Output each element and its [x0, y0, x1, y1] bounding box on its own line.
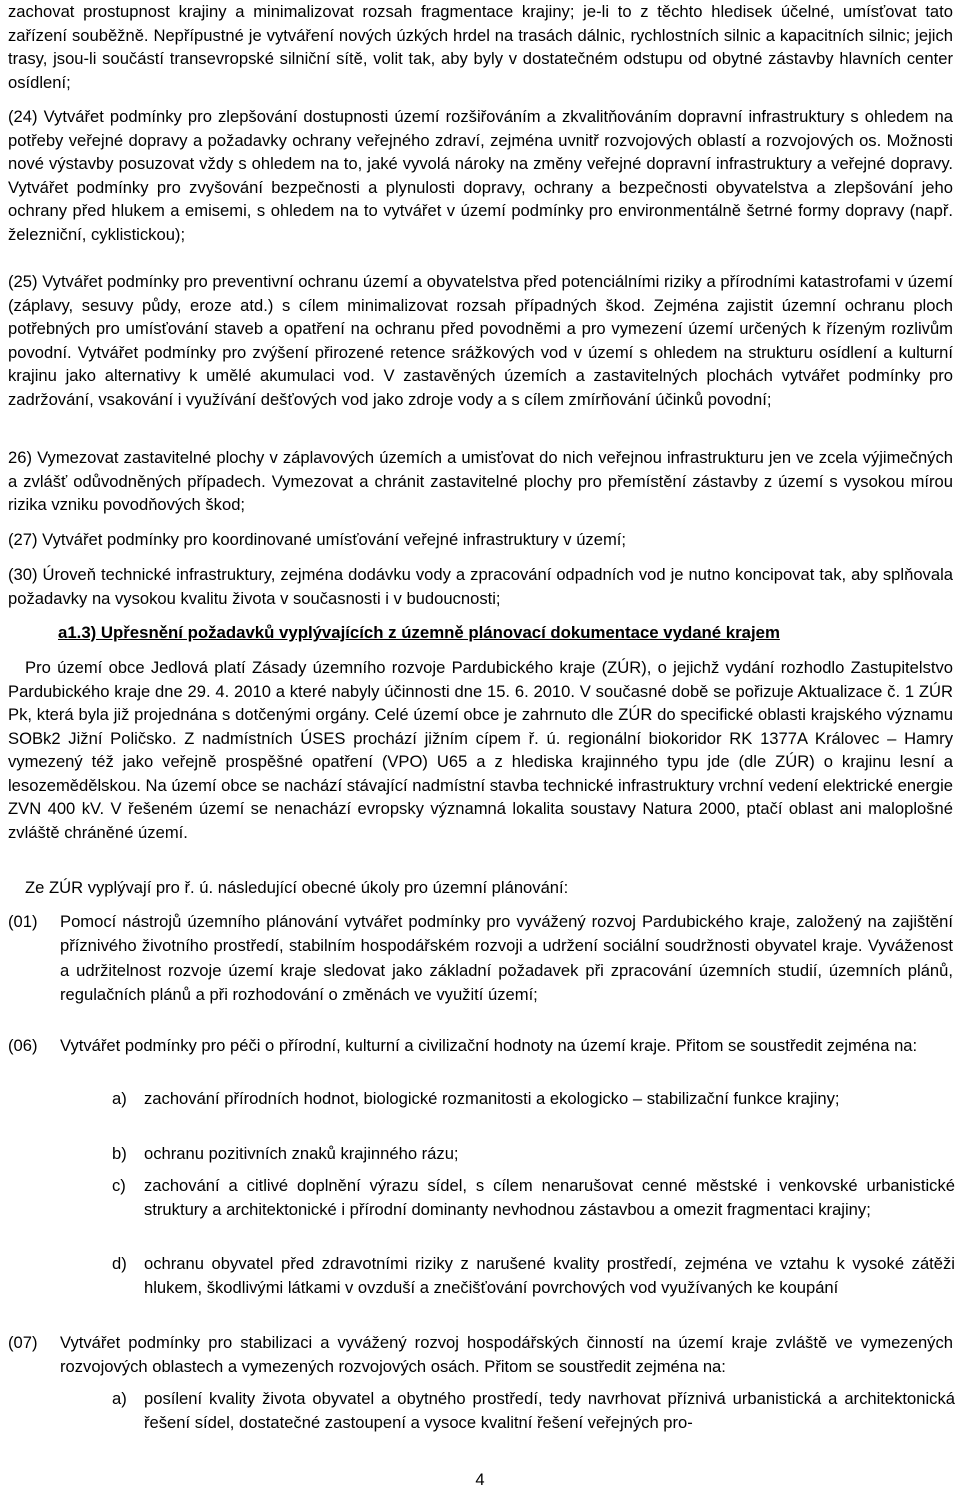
- section-heading: a1.3) Upřesnění požadavků vyplývajících z územně plánovací dokumentace vydané krajem: [58, 623, 780, 642]
- paragraph-27: (27) Vytvářet podmínky pro koordinované umísťování veřejné infrastruktury v území;: [8, 530, 627, 549]
- subitem-text: zachování a citlivé doplnění výrazu sídel, s cílem nenarušovat cenné městské i venkovské urbanistické struktury a architektonické i přírodní dominanty nevhodnou zástavbou a omezit fragmentaci krajiny;: [144, 1176, 955, 1220]
- subitem-text: zachování přírodních hodnot, biologické rozmanitosti a ekologicko – stabilizační funkce krajiny;: [144, 1089, 840, 1108]
- subitem-06-c: [112, 1174, 955, 1223]
- subitem-text: ochranu pozitivních znaků krajinného rázu;: [144, 1144, 459, 1163]
- task-text: Vytvářet podmínky pro stabilizaci a vyvážený rozvoj hospodářských činností na území kraje zvláště ve vymezených rozvojových oblastech a vymezených rozvojových osách. Přitom se soustředit zejména na:: [60, 1333, 953, 1377]
- task-item-01: [8, 910, 953, 1007]
- task-text: Vytvářet podmínky pro péči o přírodní, kulturní a civilizační hodnoty na území kraje. Přitom se soustředit zejména na:: [60, 1036, 918, 1055]
- task-number: (06): [8, 1036, 38, 1055]
- subitem-text: ochranu obyvatel před zdravotními riziky z narušené kvality prostředí, zejména ve vztahu k vysoké zátěži hlukem, škodlivými látkami v ovzduší a znečišťování povrchových vod využívaných ke koupání: [144, 1254, 955, 1298]
- task-item-06: [8, 1034, 953, 1058]
- subitem-06-a: [112, 1087, 955, 1111]
- intro-paragraph: zachovat prostupnost krajiny a minimalizovat rozsah fragmentace krajiny; je-li to z těchto hledisek účelné, umísťovat tato zařízení souběžně. Nepřípustné je vytváření nových úzkých hrdel na trasách dálnic, rychlostních silnic a kapacitních silnic; jejich trasy, jsou-li součástí transevropské silniční sítě, volit tak, aby byly v dostatečném odstupu od obytné zástavby hlavních center osídlení;: [8, 2, 953, 92]
- subitem-letter: a): [112, 1089, 127, 1108]
- subitem-letter: b): [112, 1144, 127, 1163]
- subitem-07-a: [112, 1387, 955, 1436]
- subitem-text: posílení kvality života obyvatel a obytného prostředí, tedy navrhovat příznivá urbanistická a architektonická řešení sídel, dostatečné zastoupení a vysoce kvalitní řešení veřejných pro-: [144, 1389, 955, 1433]
- paragraph-24: (24) Vytvářet podmínky pro zlepšování dostupnosti území rozšiřováním a zkvalitňováním dopravní infrastruktury s ohledem na potřeby veřejné dopravy a požadavky ochrany veřejného zdraví, zejména uvnitř rozvojových oblastí a rozvojových os. Možnosti nové výstavby posuzovat vždy s ohledem na to, jaké vyvolá nároky na změny veřejné dopravní infrastruktury a veřejné dopravy. Vytvářet podmínky pro zvyšování bezpečnosti a plynulosti dopravy, ochrany a bezpečnosti obyvatelstva a zlepšování jeho ochrany před hlukem a emisemi, s ohledem na to vytvářet v území podmínky pro environmentálně šetrné formy dopravy (např. železniční, cyklistickou);: [8, 107, 953, 244]
- task-number: (07): [8, 1333, 38, 1352]
- subitem-letter: a): [112, 1389, 127, 1408]
- subitem-06-b: [112, 1142, 955, 1166]
- task-text: Pomocí nástrojů územního plánování vytvářet podmínky pro vyvážený rozvoj Pardubického kraje, založený na zajištění příznivého životního prostředí, stabilním hospodářském rozvoji a udržení sociální soudržnosti obyvatel kraje. Vyváženost a udržitelnost rozvoje území kraje sledovat jako základní požadavek při zpracování územních studií, územních plánů, regulačních plánů a při rozhodování o změnách ve využití území;: [60, 912, 953, 1004]
- page-number: 4: [475, 1470, 485, 1489]
- paragraph-26: 26) Vymezovat zastavitelné plochy v záplavových územích a umisťovat do nich veřejnou infrastrukturu jen ve zcela výjimečných a zvlášť odůvodněných případech. Vymezovat a chránit zastavitelné plochy pro přemístění zástavby z území s vysokou mírou rizika vzniku povodňových škod;: [8, 448, 953, 514]
- paragraph-30: (30) Úroveň technické infrastruktury, zejména dodávku vody a zpracování odpadních vod je nutno koncipovat tak, aby splňovala požadavky na vysokou kvalitu života v současnosti i v budoucnosti;: [8, 565, 953, 608]
- task-item-07: [8, 1331, 953, 1380]
- paragraph-25: (25) Vytvářet podmínky pro preventivní ochranu území a obyvatelstva před potenciálními riziky a přírodními katastrofami v území (záplavy, sesuvy půdy, eroze atd.) s cílem minimalizovat rozsah případných škod. Zejména zajistit územní ochranu ploch potřebných pro umísťování staveb a opatření na ochranu před povodněmi a pro vymezení území určených k řízeným rozlivům povodní. Vytvářet podmínky pro zvýšení přirozené retence srážkových vod v území s ohledem na strukturu osídlení a kulturní krajinu jako alternativy k umělé akumulaci vod. V zastavěných územích a zastavitelných plochách vytvářet podmínky pro zadržování, vsakování i využívání dešťových vod jako zdroje vody a s cílem zmírňování účinků povodní;: [8, 272, 953, 409]
- zur-paragraph: Pro území obce Jedlová platí Zásady územního rozvoje Pardubického kraje (ZÚR), o jejichž vydání rozhodlo Zastupitelstvo Pardubického kraje dne 29. 4. 2010 a které nabyly účinnosti dne 15. 6. 2010. V současné době se pořizuje Aktualizace č. 1 ZÚR Pk, která byla již projednána s dotčenými orgány. Celé území obce je zahrnuto dle ZÚR do specifické oblasti krajského významu SOBk2 Jižní Poličsko. Z nadmístních ÚSES prochází jižním cípem ř. ú. regionální biokoridor RK 1377A Královec – Hamry vymezený též jako veřejně prospěšné opatření (VPO) U65 a z hlediska krajinného typu jde (dle ZÚR) o krajinu lesní a lesozemědělskou. Na území obce se nachází stávající nadmístní stavba technické infrastruktury vrchní vedení elektrické energie ZVN 400 kV. V řešeném území se nenachází evropsky významná lokalita soustavy Natura 2000, ptačí oblast ani maloplošné zvláště chráněné území.: [8, 658, 953, 842]
- subitem-letter: c): [112, 1176, 126, 1195]
- task-number: (01): [8, 912, 38, 931]
- subitem-letter: d): [112, 1254, 127, 1273]
- subitem-06-d: [112, 1252, 955, 1301]
- tasks-intro: Ze ZÚR vyplývají pro ř. ú. následující obecné úkoly pro územní plánování:: [25, 878, 569, 897]
